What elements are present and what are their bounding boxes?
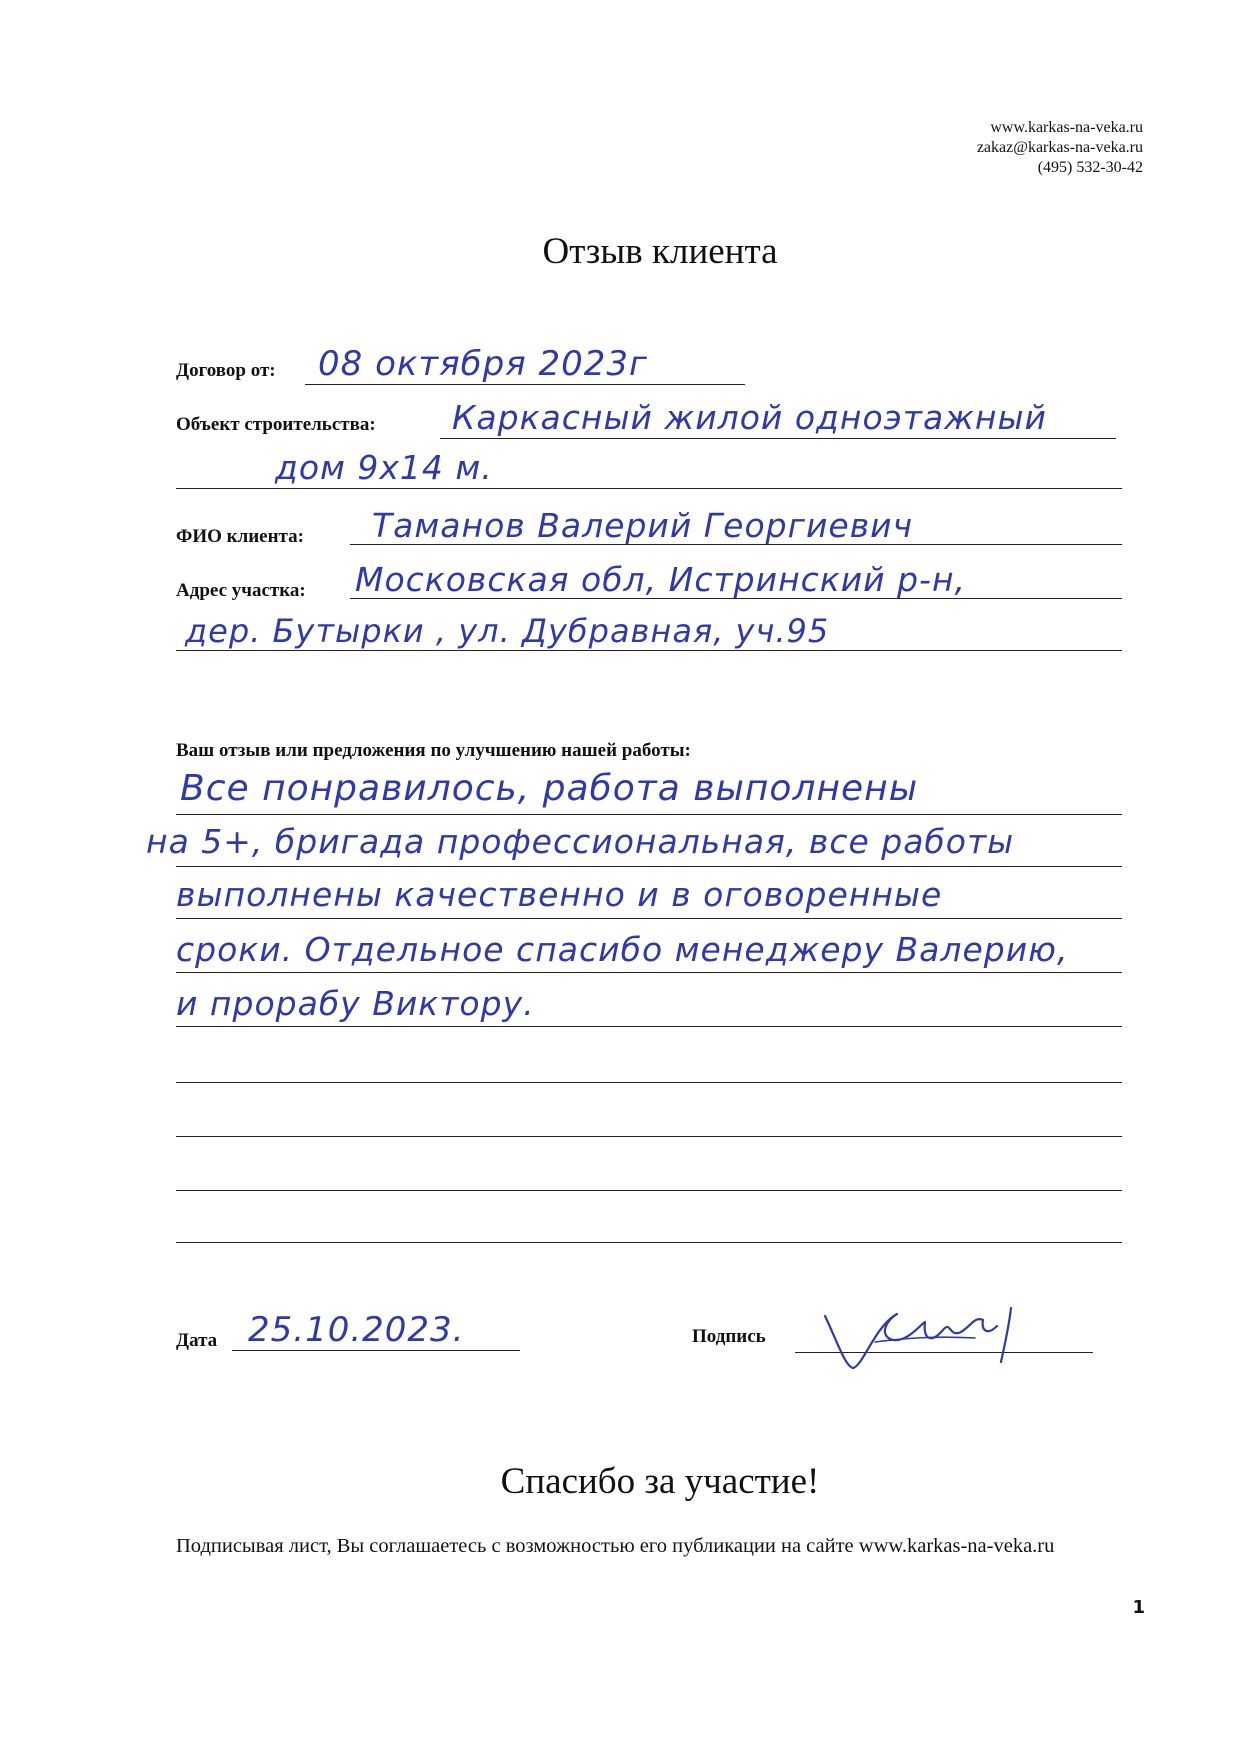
- client-label: ФИО клиента:: [176, 526, 304, 547]
- handwritten-signature-icon: [815, 1296, 1055, 1376]
- object-line-1: [440, 438, 1116, 439]
- review-line: [176, 1242, 1122, 1243]
- date-label: Дата: [176, 1330, 218, 1351]
- object-value-line-2: дом 9х14 м.: [275, 448, 493, 487]
- review-line: [176, 972, 1122, 973]
- publication-notice: Подписывая лист, Вы соглашаетесь с возможностью его публикации на сайте www.karkas-na-veka.ru: [176, 1535, 1055, 1557]
- date-handwritten: 25.10.2023.: [248, 1310, 465, 1350]
- signature-label: Подпись: [692, 1326, 766, 1347]
- review-line: [176, 866, 1122, 867]
- review-line: [176, 918, 1122, 919]
- review-text-line-4: сроки. Отдельное спасибо менеджеру Валерию,: [176, 930, 1069, 969]
- client-name-handwritten: Таманов Валерий Георгиевич: [372, 506, 914, 545]
- object-value-line-1: Каркасный жилой одноэтажный: [452, 398, 1047, 437]
- email-text: zakaz@karkas-na-veka.ru: [976, 139, 1143, 156]
- thanks-heading: Спасибо за участие!: [500, 1461, 820, 1502]
- review-text-line-1: Все понравилось, работа выполнены: [180, 768, 919, 809]
- review-line: [176, 1026, 1122, 1027]
- object-label: Объект строительства:: [176, 414, 376, 435]
- object-line-2: [176, 488, 1122, 489]
- review-text-line-5: и прорабу Виктору.: [176, 984, 535, 1023]
- review-line: [176, 814, 1122, 815]
- address-value-line-2: дер. Бутырки , ул. Дубравная, уч.95: [185, 612, 830, 650]
- page-number: 1: [1132, 1597, 1145, 1618]
- contact-block: [977, 118, 1143, 178]
- review-label: Ваш отзыв или предложения по улучшению нашей работы:: [176, 740, 691, 761]
- review-text-line-3: выполнены качественно и в оговоренные: [176, 875, 943, 914]
- address-label: Адрес участка:: [176, 580, 306, 601]
- contract-label: Договор от:: [176, 360, 276, 381]
- contract-date-handwritten: 08 октября 2023г: [318, 344, 648, 384]
- contract-line: [305, 384, 745, 385]
- website-text: www.karkas-na-veka.ru: [990, 119, 1143, 136]
- page-title: Отзыв клиента: [542, 231, 778, 272]
- review-line: [176, 1190, 1122, 1191]
- phone-text: (495) 532-30-42: [1037, 159, 1143, 176]
- review-line: [176, 1082, 1122, 1083]
- address-line-2: [176, 650, 1122, 651]
- review-line: [176, 1136, 1122, 1137]
- date-line: [232, 1350, 520, 1351]
- review-text-line-2: на 5+, бригада профессиональная, все работы: [146, 822, 1015, 861]
- address-value-line-1: Московская обл, Истринский р-н,: [355, 560, 967, 599]
